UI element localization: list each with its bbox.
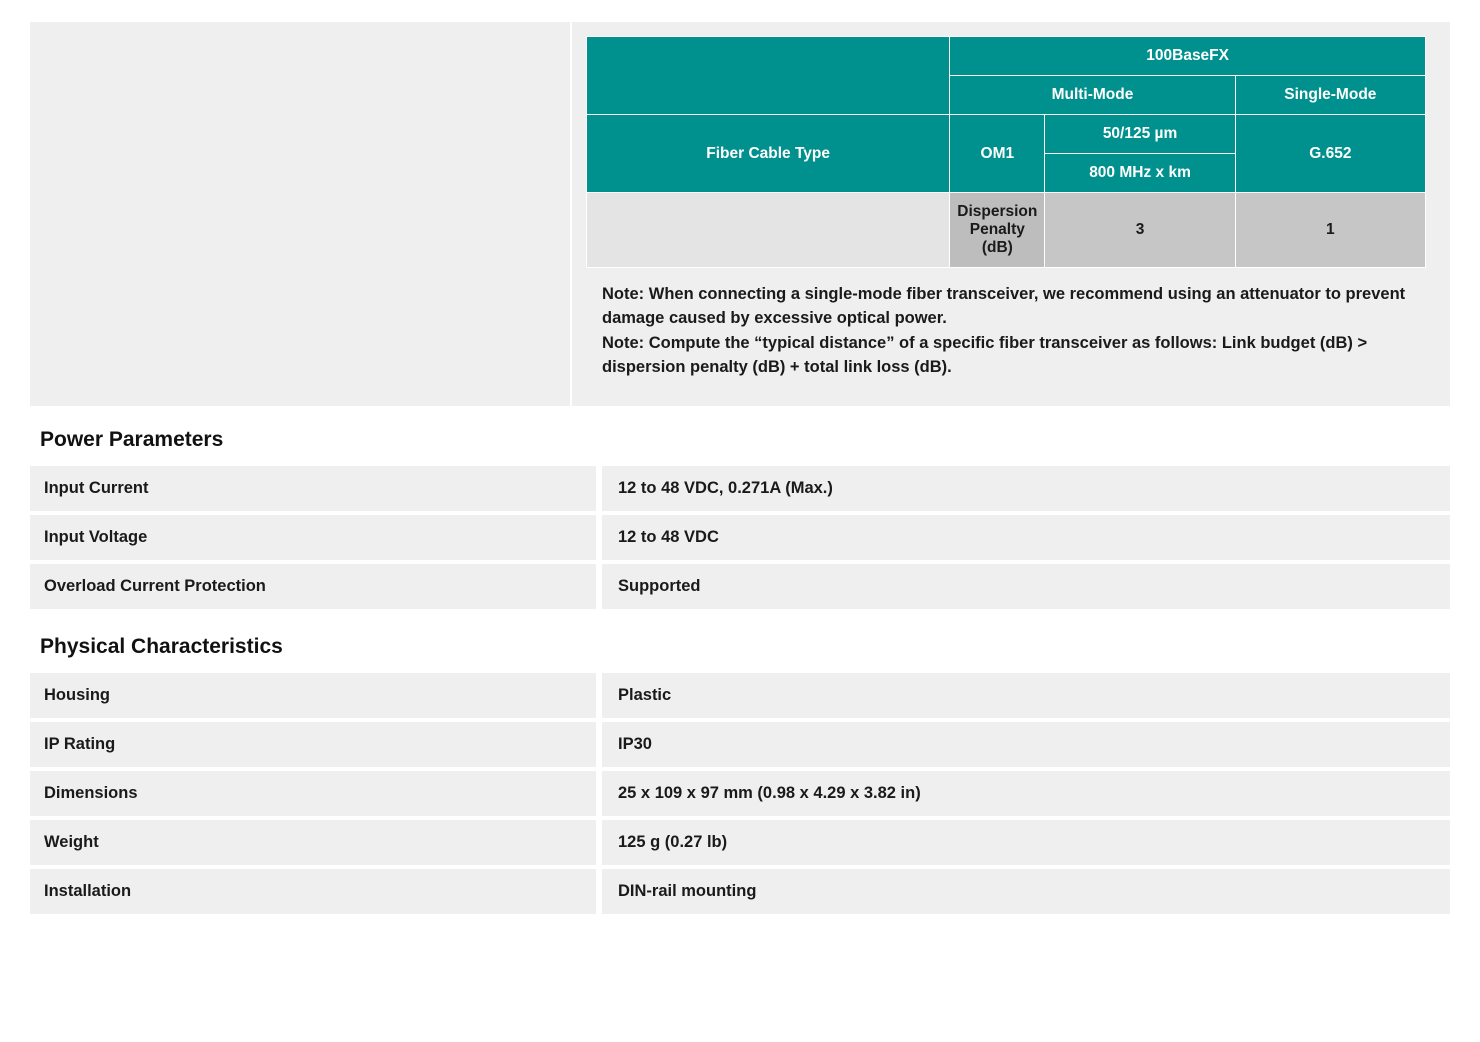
physical-characteristics-table [30, 669, 1450, 918]
section-title-physical-characteristics: Physical Characteristics [40, 634, 283, 658]
table-row [30, 564, 1450, 609]
table-row [30, 869, 1450, 914]
fiber-cable-type-label: Fiber Cable Type [587, 115, 950, 193]
fiber-block-left-spacer [30, 22, 572, 406]
table-row [587, 193, 1426, 268]
spec-value: 12 to 48 VDC, 0.271A (Max.) [602, 466, 1450, 511]
spec-value: Plastic [602, 673, 1450, 718]
spec-value: 12 to 48 VDC [602, 515, 1450, 560]
spec-key: Dimensions [30, 771, 602, 816]
fiber-notes [586, 268, 1426, 388]
dispersion-penalty-singlemode: 1 [1235, 193, 1425, 268]
fiber-g652-value: G.652 [1235, 115, 1425, 193]
spec-value: Supported [602, 564, 1450, 609]
power-parameters-table [30, 462, 1450, 613]
fiber-mode-single-header: Single-Mode [1235, 76, 1425, 115]
fiber-om1-value: OM1 [950, 115, 1045, 193]
fiber-specification-block [30, 22, 1450, 406]
fiber-mode-multi-header: Multi-Mode [950, 76, 1235, 115]
fiber-note-2: Note: Compute the “typical distance” of a specific fiber transceiver as follows: Link budget (dB) > dispersion penalty (dB) + total link loss (dB). [602, 333, 1368, 377]
spec-key: Installation [30, 869, 602, 914]
spec-key: Weight [30, 820, 602, 865]
table-row [30, 673, 1450, 718]
table-row [587, 37, 1426, 76]
spec-key: IP Rating [30, 722, 602, 767]
spec-value: IP30 [602, 722, 1450, 767]
spec-value: 125 g (0.27 lb) [602, 820, 1450, 865]
table-row [30, 820, 1450, 865]
dispersion-penalty-label: Dispersion Penalty (dB) [950, 193, 1045, 268]
dispersion-penalty-multimode: 3 [1045, 193, 1235, 268]
table-row [30, 466, 1450, 511]
table-row [30, 722, 1450, 767]
spec-value: DIN-rail mounting [602, 869, 1450, 914]
dispersion-row-spacer [587, 193, 950, 268]
spec-key: Input Current [30, 466, 602, 511]
spec-key: Overload Current Protection [30, 564, 602, 609]
spec-key: Input Voltage [30, 515, 602, 560]
fiber-core-size-value: 50/125 µm [1045, 115, 1235, 154]
fiber-block-right [572, 22, 1450, 406]
spec-value: 25 x 109 x 97 mm (0.98 x 4.29 x 3.82 in) [602, 771, 1450, 816]
table-row [30, 771, 1450, 816]
fiber-header-blank [587, 37, 950, 115]
fiber-standard-header: 100BaseFX [950, 37, 1426, 76]
fiber-cable-type-table [586, 36, 1426, 268]
fiber-bandwidth-value: 800 MHz x km [1045, 154, 1235, 193]
section-title-power-parameters: Power Parameters [40, 427, 224, 451]
table-row [30, 515, 1450, 560]
table-row [587, 115, 1426, 154]
fiber-note-1: Note: When connecting a single-mode fiber transceiver, we recommend using an attenuator to prevent damage caused by excessive optical power. [602, 285, 1406, 328]
spec-key: Housing [30, 673, 602, 718]
